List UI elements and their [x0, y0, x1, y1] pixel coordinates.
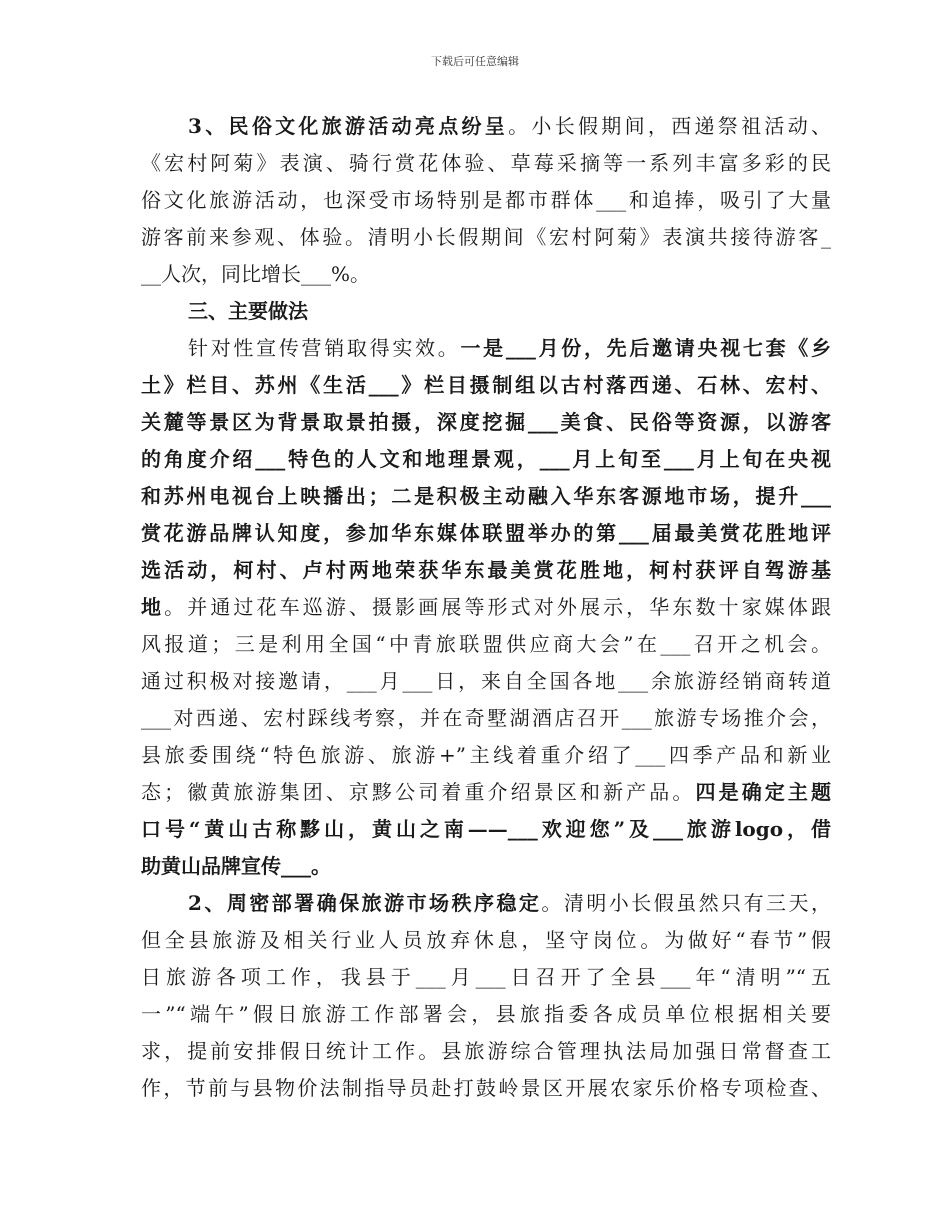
text-segment: 赏花游品牌认知度，参加华东媒体联盟举办的第___届最美赏花胜地评: [141, 521, 831, 545]
text-segment: 口号“黄山古称黟山，黄山之南——___欢迎您”及___旅游logo，借: [141, 817, 831, 841]
text-line: [141, 256, 831, 292]
text-line: [141, 589, 831, 625]
text-line: [141, 848, 831, 884]
text-segment: __人次，同比增长___%。: [141, 262, 371, 286]
text-line: [188, 108, 831, 144]
text-line: [141, 552, 831, 588]
text-line: [141, 922, 831, 958]
text-line: [141, 774, 831, 810]
text-line: [141, 700, 831, 736]
text-segment: 一”“端午”假日旅游工作部署会，县旅指委各成员单位根据相关要: [141, 1002, 831, 1026]
text-line: [141, 1033, 831, 1069]
text-segment: ___对西递、宏村踩线考察，并在奇墅湖酒店召开___旅游专场推介会，: [141, 706, 831, 730]
text-line: [188, 885, 831, 921]
text-segment: 三、主要做法: [188, 299, 308, 323]
text-segment: 县旅委围绕“特色旅游、旅游+”主线着重介绍了___四季产品和新业: [141, 743, 831, 767]
text-segment: 。清明小长假虽然只有三天，: [541, 891, 831, 915]
text-segment: 态；徽黄旅游集团、京黟公司着重介绍景区和新产品。: [141, 780, 696, 804]
text-line: [141, 663, 831, 699]
text-segment: 助黄山品牌宣传___。: [141, 854, 331, 878]
text-line: [141, 996, 831, 1032]
text-line: [141, 182, 831, 218]
text-segment: 游客前来参观、体验。清明小长假期间《宏村阿菊》表演共接待游客_: [141, 225, 831, 249]
text-segment: 。小长假期间，西递祭祖活动、: [508, 114, 831, 138]
text-segment: 的角度介绍___特色的人文和地理景观，___月上旬至___月上旬在央视: [141, 447, 831, 471]
text-segment: 四是确定主题: [695, 780, 831, 804]
text-segment: 俗文化旅游活动，也深受市场特别是都市群体___和追捧，吸引了大量: [141, 188, 831, 212]
text-segment: 针对性宣传营销取得实效。: [188, 336, 461, 360]
text-line: [141, 478, 831, 514]
text-segment: 关麓等景区为背景取景拍摄，深度挖掘___美食、民俗等资源，以游客: [141, 410, 831, 434]
text-segment: 地: [141, 595, 165, 619]
text-segment: 3、民俗文化旅游活动亮点纷呈: [188, 114, 509, 138]
text-line: [141, 737, 831, 773]
text-segment: 但全县旅游及相关行业人员放弃休息，坚守岗位。为做好“春节”假: [141, 928, 831, 952]
text-line: [141, 1070, 831, 1106]
text-segment: 一是___月份，先后邀请央视七套《乡: [460, 336, 831, 360]
text-line: [141, 515, 831, 551]
section-heading: [188, 293, 831, 329]
text-line: [141, 219, 831, 255]
text-segment: 《宏村阿菊》表演、骑行赏花体验、草莓采摘等一系列丰富多彩的民: [141, 151, 831, 175]
text-line: [141, 441, 831, 477]
text-segment: 土》栏目、苏州《生活___》栏目摄制组以古村落西递、石林、宏村、: [141, 373, 831, 397]
text-line: [141, 145, 831, 181]
text-line: [141, 811, 831, 847]
text-line: [141, 367, 831, 403]
text-line: [141, 404, 831, 440]
text-segment: 日旅游各项工作，我县于___月___日召开了全县___年“清明”“五: [141, 965, 831, 989]
text-segment: 。并通过花车巡游、摄影画展等形式对外展示，华东数十家媒体跟: [164, 595, 831, 619]
text-segment: 通过积极对接邀请，___月___日，来自全国各地___余旅游经销商转道: [141, 669, 831, 693]
text-segment: 选活动，柯村、卢村两地荣获华东最美赏花胜地，柯村获评自驾游基: [141, 558, 831, 582]
page-header: 下载后可任意编辑: [431, 55, 519, 68]
text-segment: 风报道；三是利用全国“中青旅联盟供应商大会”在___召开之机会。: [141, 632, 831, 656]
text-segment: 求，提前安排假日统计工作。县旅游综合管理执法局加强日常督查工: [141, 1039, 831, 1063]
text-segment: 和苏州电视台上映播出；二是积极主动融入华东客源地市场，提升___: [141, 484, 831, 508]
text-line: [141, 626, 831, 662]
text-line: [188, 330, 831, 366]
text-segment: 作，节前与县物价法制指导员赴打鼓岭景区开展农家乐价格专项检查、: [141, 1076, 831, 1100]
text-line: [141, 959, 831, 995]
text-segment: 2、周密部署确保旅游市场秩序稳定: [188, 891, 542, 915]
